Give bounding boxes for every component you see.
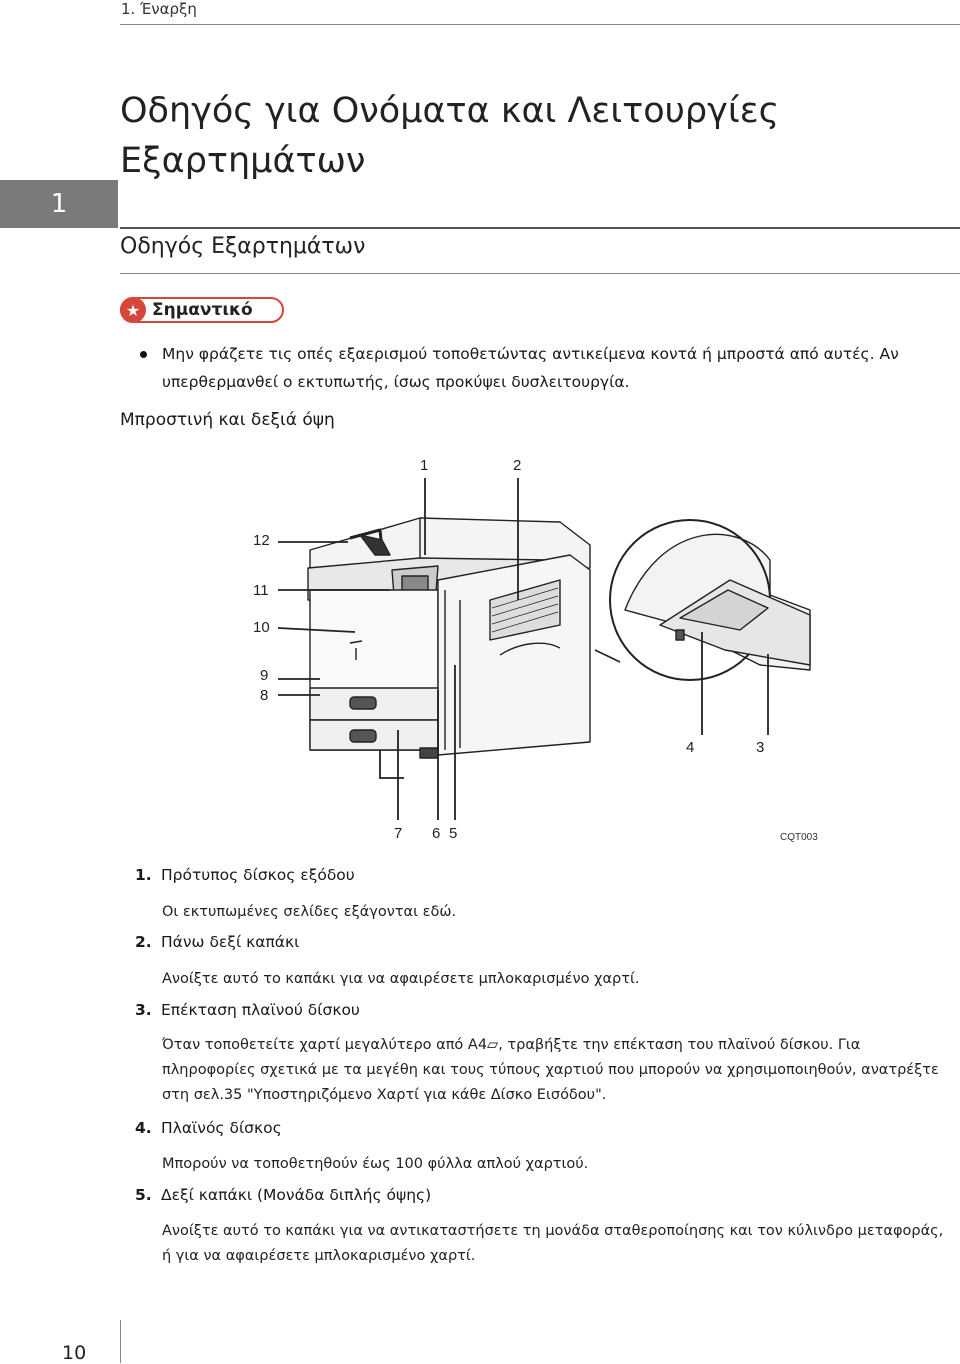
important-badge	[120, 297, 284, 323]
callout-12: 12	[253, 532, 270, 549]
figure-code: CQT003	[780, 832, 818, 843]
item-5-title: 5. Δεξί καπάκι (Μονάδα διπλής όψης)	[135, 1186, 432, 1204]
callout-10: 10	[253, 619, 270, 636]
bullet-icon	[140, 351, 147, 358]
page-title: Οδηγός για Ονόματα και Λειτουργίες Εξαρτημάτων	[120, 91, 780, 181]
important-bullet-list	[140, 340, 940, 396]
bullet-text: Μην φράζετε τις οπές εξαερισμού τοποθετώντας αντικείμενα κοντά ή μπροστά από αυτές. Αν υπερθερμανθεί ο εκτυπωτής, ίσως προκύψει δυσλειτουργία.	[162, 345, 899, 391]
header-rule	[120, 24, 960, 25]
callout-8: 8	[260, 687, 269, 704]
item-5-desc: Ανοίξτε αυτό το καπάκι για να αντικαταστήσετε τη μονάδα σταθεροποίησης και τον κύλινδρο μεταφοράς, ή για να αφαιρέσετε μπλοκαρισμένο χαρτί.	[162, 1223, 944, 1264]
chapter-tab: 1	[0, 180, 118, 228]
item-3-title: 3. Επέκταση πλαϊνού δίσκου	[135, 1001, 360, 1019]
item-3-desc: Όταν τοποθετείτε χαρτί μεγαλύτερο από A4▱, τραβήξτε την επέκταση του πλαϊνού δίσκου. Για πληροφορίες σχετικά με τα μεγέθη και τους τύπους χαρτιού που μπορούν να χρησιμοποιηθούν, ανατρέξτε στη σελ.35 "Υποστηριζόμενο Χαρτί για κάθε Δίσκο Εισόδου".	[162, 1037, 939, 1103]
important-label: Σημαντικό	[152, 300, 253, 320]
item-4-title: 4. Πλαϊνός δίσκος	[135, 1119, 282, 1137]
figure-caption: Μπροστινή και δεξιά όψη	[120, 410, 335, 430]
callout-1: 1	[420, 457, 429, 474]
callout-9: 9	[260, 667, 269, 684]
callout-11: 11	[253, 582, 269, 599]
item-1-title: 1. Πρότυπος δίσκος εξόδου	[135, 866, 355, 884]
callout-6: 6	[432, 825, 441, 842]
item-2-desc: Ανοίξτε αυτό το καπάκι για να αφαιρέσετε μπλοκαρισμένο χαρτί.	[162, 971, 640, 987]
callout-5: 5	[449, 825, 458, 842]
item-4-desc: Μπορούν να τοποθετηθούν έως 100 φύλλα απλού χαρτιού.	[162, 1156, 589, 1172]
list-item	[140, 340, 940, 396]
item-2-title: 2. Πάνω δεξί καπάκι	[135, 933, 300, 951]
item-1-desc: Οι εκτυπωμένες σελίδες εξάγονται εδώ.	[162, 904, 457, 920]
callout-4: 4	[686, 739, 695, 756]
page-number: 10	[62, 1342, 87, 1364]
callout-7: 7	[394, 825, 403, 842]
callout-2: 2	[513, 457, 522, 474]
footer-rule	[120, 1320, 121, 1363]
star-icon: ★	[120, 297, 146, 323]
title-rule	[120, 227, 960, 229]
printer-right-body	[438, 555, 590, 755]
section-rule	[120, 273, 960, 274]
running-header: 1. Έναρξη	[121, 0, 197, 18]
section-title: Οδηγός Εξαρτημάτων	[120, 234, 366, 259]
printer-illustration	[120, 450, 840, 850]
callout-3: 3	[756, 739, 765, 756]
